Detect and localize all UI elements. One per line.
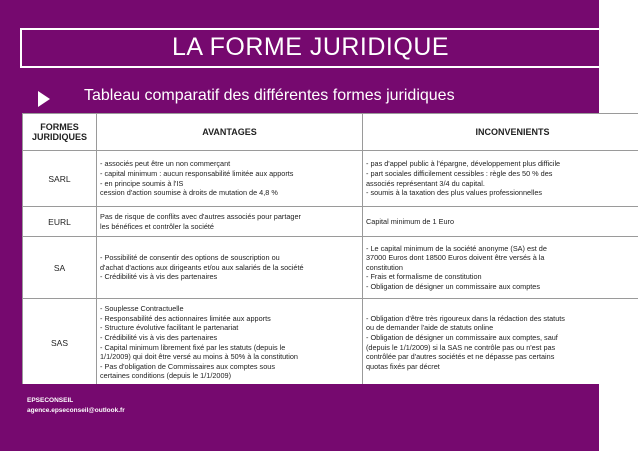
text-line: d'achat d'actions aux dirigeants et/ou aux salariés de la société	[100, 262, 304, 272]
row-form-name: SA	[23, 237, 97, 299]
row-avantages	[97, 151, 363, 207]
row-inconvenients	[363, 237, 638, 299]
text-line: ou de demander l'aide de statuts online	[366, 323, 494, 333]
text-line: - Crédibilité vis à vis des partenaires	[100, 332, 218, 342]
title-frame	[20, 28, 599, 68]
text-line: - Responsabilité des actionnaires limitée aux apports	[100, 313, 271, 323]
text-line: cession d'action soumise à droits de mutation de 4,8 %	[100, 188, 278, 198]
text-line: contrôlée par d'autres sociétés et ne dépasse pas certains	[366, 352, 555, 362]
text-line: - associés peut être un non commerçant	[100, 159, 231, 169]
row-avantages	[97, 207, 363, 237]
text-line: - pas d'appel public à l'épargne, développement plus difficile	[366, 159, 561, 169]
text-line: - part sociales difficilement cessibles : règle des 50 % des	[366, 168, 553, 178]
text-line: - Crédibilité vis à vis des partenaires	[100, 272, 218, 282]
text-line: certaines conditions (depuis le 1/1/2009)	[100, 371, 232, 381]
row-avantages	[97, 237, 363, 299]
header-formes-juridiques	[23, 114, 97, 151]
text-line: - Frais et formalisme de constitution	[366, 272, 482, 282]
text-line: - Obligation de désigner un commissaire aux comptes, sauf	[366, 332, 558, 342]
text-line: - Capital minimum librement fixé par les statuts (depuis le	[100, 342, 286, 352]
text-line: - Obligation de désigner un commissaire aux comptes	[366, 281, 540, 291]
row-inconvenients	[363, 207, 638, 237]
text-line: - Pas d'obligation de Commissaires aux comptes sous	[100, 361, 275, 371]
text-line: - capital minimum : aucun responsabilité limitée aux apports	[100, 168, 294, 178]
header-form-line: JURIDIQUES	[31, 132, 87, 142]
table-row	[23, 207, 638, 237]
table-row	[23, 299, 638, 385]
text-line: - Possibilité de consentir des options de souscription ou	[100, 253, 280, 263]
table-row	[23, 151, 638, 207]
text-line: - Souplesse Contractuelle	[100, 304, 184, 314]
header-avantages: AVANTAGES	[97, 114, 363, 151]
text-line: 37000 Euros dont 18500 Euros doivent être versés à la	[366, 253, 545, 263]
text-line: - en principe soumis à l'IS	[100, 178, 184, 188]
row-inconvenients	[363, 151, 638, 207]
row-inconvenients	[363, 299, 638, 385]
text-line: quotas fixés par décret	[366, 361, 440, 371]
row-avantages	[97, 299, 363, 385]
text-line: associés représentant 3/4 du capital.	[366, 178, 485, 188]
text-line: - soumis à la taxation des plus values professionnelles	[366, 188, 543, 198]
row-form-name: SAS	[23, 299, 97, 385]
row-form-name: EURL	[23, 207, 97, 237]
row-form-name: SARL	[23, 151, 97, 207]
arrow-bullet-icon	[38, 91, 50, 107]
text-line: Capital minimum de 1 Euro	[366, 216, 455, 226]
footer	[27, 396, 125, 416]
slide-subtitle: Tableau comparatif des différentes formes juridiques	[84, 87, 455, 104]
slide-title: LA FORME JURIDIQUE	[171, 33, 450, 61]
header-inconvenients: INCONVENIENTS	[363, 114, 638, 151]
text-line: constitution	[366, 262, 403, 272]
text-line: - Obligation d'être très rigoureux dans la rédaction des statuts	[366, 313, 565, 323]
text-line: 1/1/2009) qui doit être versé au moins à 50% à la constitution	[100, 352, 298, 362]
text-line: les bénéfices et contrôler la société	[100, 221, 214, 231]
text-line: (depuis le 1/1/2009) si la SAS ne contrôle pas ou n'est pas	[366, 342, 556, 352]
text-line: - Le capital minimum de la société anonyme (SA) est de	[366, 243, 547, 253]
comparison-table-container	[22, 113, 638, 384]
table-header-row	[23, 114, 638, 151]
footer-email: agence.epseconseil@outlook.fr	[27, 407, 125, 414]
text-line: - Structure évolutive facilitant le partenariat	[100, 323, 239, 333]
table-row	[23, 237, 638, 299]
header-form-line: FORMES	[40, 122, 79, 132]
comparison-table	[22, 113, 638, 384]
footer-company: EPSECONSEIL	[27, 397, 74, 404]
text-line: Pas de risque de conflits avec d'autres associés pour partager	[100, 211, 301, 221]
